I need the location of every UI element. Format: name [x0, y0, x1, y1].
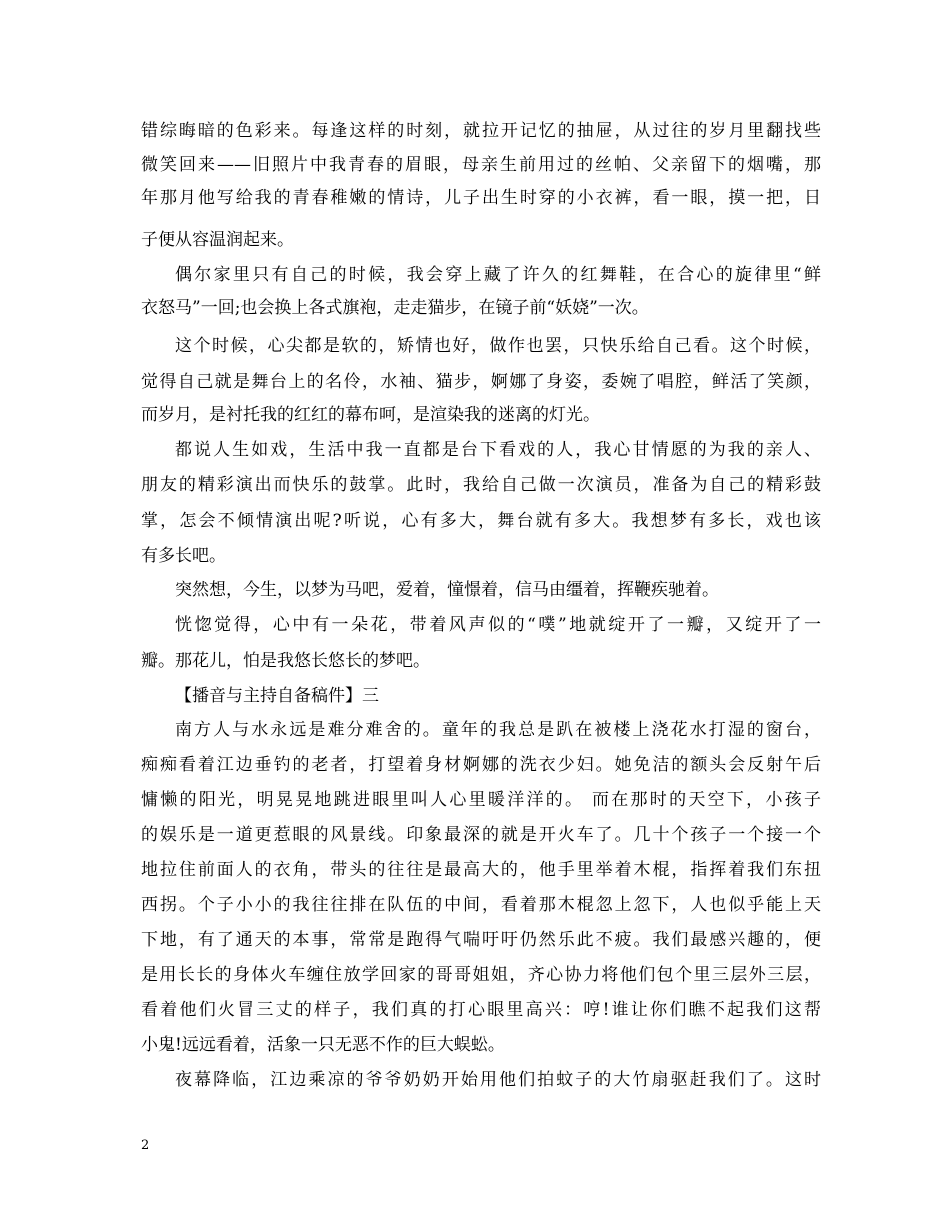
text-line: 都说人生如戏，生活中我一直都是台下看戏的人，我心甘情愿的为我的亲人、: [175, 440, 821, 460]
text-line: 小鬼!远远看着，活象一只无恶不作的巨大蜈蚣。: [141, 1035, 505, 1055]
text-line: 南方人与水永远是难分难舍的。童年的我总是趴在被楼上浇花水打湿的窗台，: [175, 720, 821, 740]
text-line: 偶尔家里只有自己的时候，我会穿上藏了许久的红舞鞋，在合心的旋律里“鲜: [175, 265, 821, 285]
section-heading: 【播音与主持自备稿件】三: [175, 686, 379, 706]
text-line: 觉得自己就是舞台上的名伶，水袖、猫步，婀娜了身姿，委婉了唱腔，鲜活了笑颜，: [141, 372, 821, 392]
text-line: 下地，有了通天的本事，常常是跑得气喘吁吁仍然乐此不疲。我们最感兴趣的，便: [141, 930, 821, 950]
text-line: 慵懒的阳光，明晃晃地跳进眼里叫人心里暖洋洋的。 而在那时的天空下，小孩子: [141, 790, 821, 810]
text-line: 是用长长的身体火车缠住放学回家的哥哥姐姐，齐心协力将他们包个里三层外三层，: [141, 965, 821, 985]
text-line: 痴痴看着江边垂钓的老者，打望着身材婀娜的洗衣少妇。她免洁的额头会反射午后: [141, 755, 821, 775]
text-line: 西拐。个子小小的我往往排在队伍的中间，看着那木棍忽上忽下，人也似乎能上天: [141, 895, 821, 915]
text-line: 的娱乐是一道更惹眼的风景线。印象最深的就是开火车了。几十个孩子一个接一个: [141, 825, 821, 845]
text-line: 这个时候，心尖都是软的，矫情也好，做作也罢，只快乐给自己看。这个时候，: [175, 336, 821, 356]
text-line: 地拉住前面人的衣角，带头的往往是最高大的，他手里举着木棍，指挥着我们东扭: [141, 860, 821, 880]
text-line: 看着他们火冒三丈的样子，我们真的打心眼里高兴：哼!谁让你们瞧不起我们这帮: [141, 1000, 821, 1020]
page-number: 2: [141, 1138, 150, 1153]
text-line: 夜幕降临，江边乘凉的爷爷奶奶开始用他们拍蚊子的大竹扇驱赶我们了。这时: [175, 1070, 821, 1090]
text-line: 年那月他写给我的青春稚嫩的情诗，儿子出生时穿的小衣裤，看一眼，摸一把，日: [141, 188, 821, 208]
text-line: 衣怒马”一回;也会换上各式旗袍，走走猫步，在镜子前“妖娆”一次。: [141, 298, 649, 318]
text-line: 朋友的精彩演出而快乐的鼓掌。此时，我给自己做一次演员，准备为自己的精彩鼓: [141, 475, 821, 495]
text-line: 掌，怎会不倾情演出呢?听说，心有多大，舞台就有多大。我想梦有多长，戏也该: [141, 511, 821, 531]
text-line: 恍惚觉得，心中有一朵花，带着风声似的“噗”地就绽开了一瓣，又绽开了一: [175, 615, 821, 635]
text-line: 有多长吧。: [141, 546, 226, 566]
text-line: 瓣。那花儿，怕是我悠长悠长的梦吧。: [141, 651, 430, 671]
text-line: 子便从容温润起来。: [141, 230, 294, 250]
text-line: 突然想，今生，以梦为马吧，爱着，憧憬着，信马由缰着，挥鞭疾驰着。: [175, 580, 719, 600]
text-line: 微笑回来——旧照片中我青春的眉眼，母亲生前用过的丝帕、父亲留下的烟嘴，那: [141, 155, 821, 175]
text-line: 错综晦暗的色彩来。每逢这样的时刻，就拉开记忆的抽屉，从过往的岁月里翻找些: [141, 121, 821, 141]
text-line: 而岁月，是衬托我的红红的幕布呵，是渲染我的迷离的灯光。: [141, 405, 600, 425]
